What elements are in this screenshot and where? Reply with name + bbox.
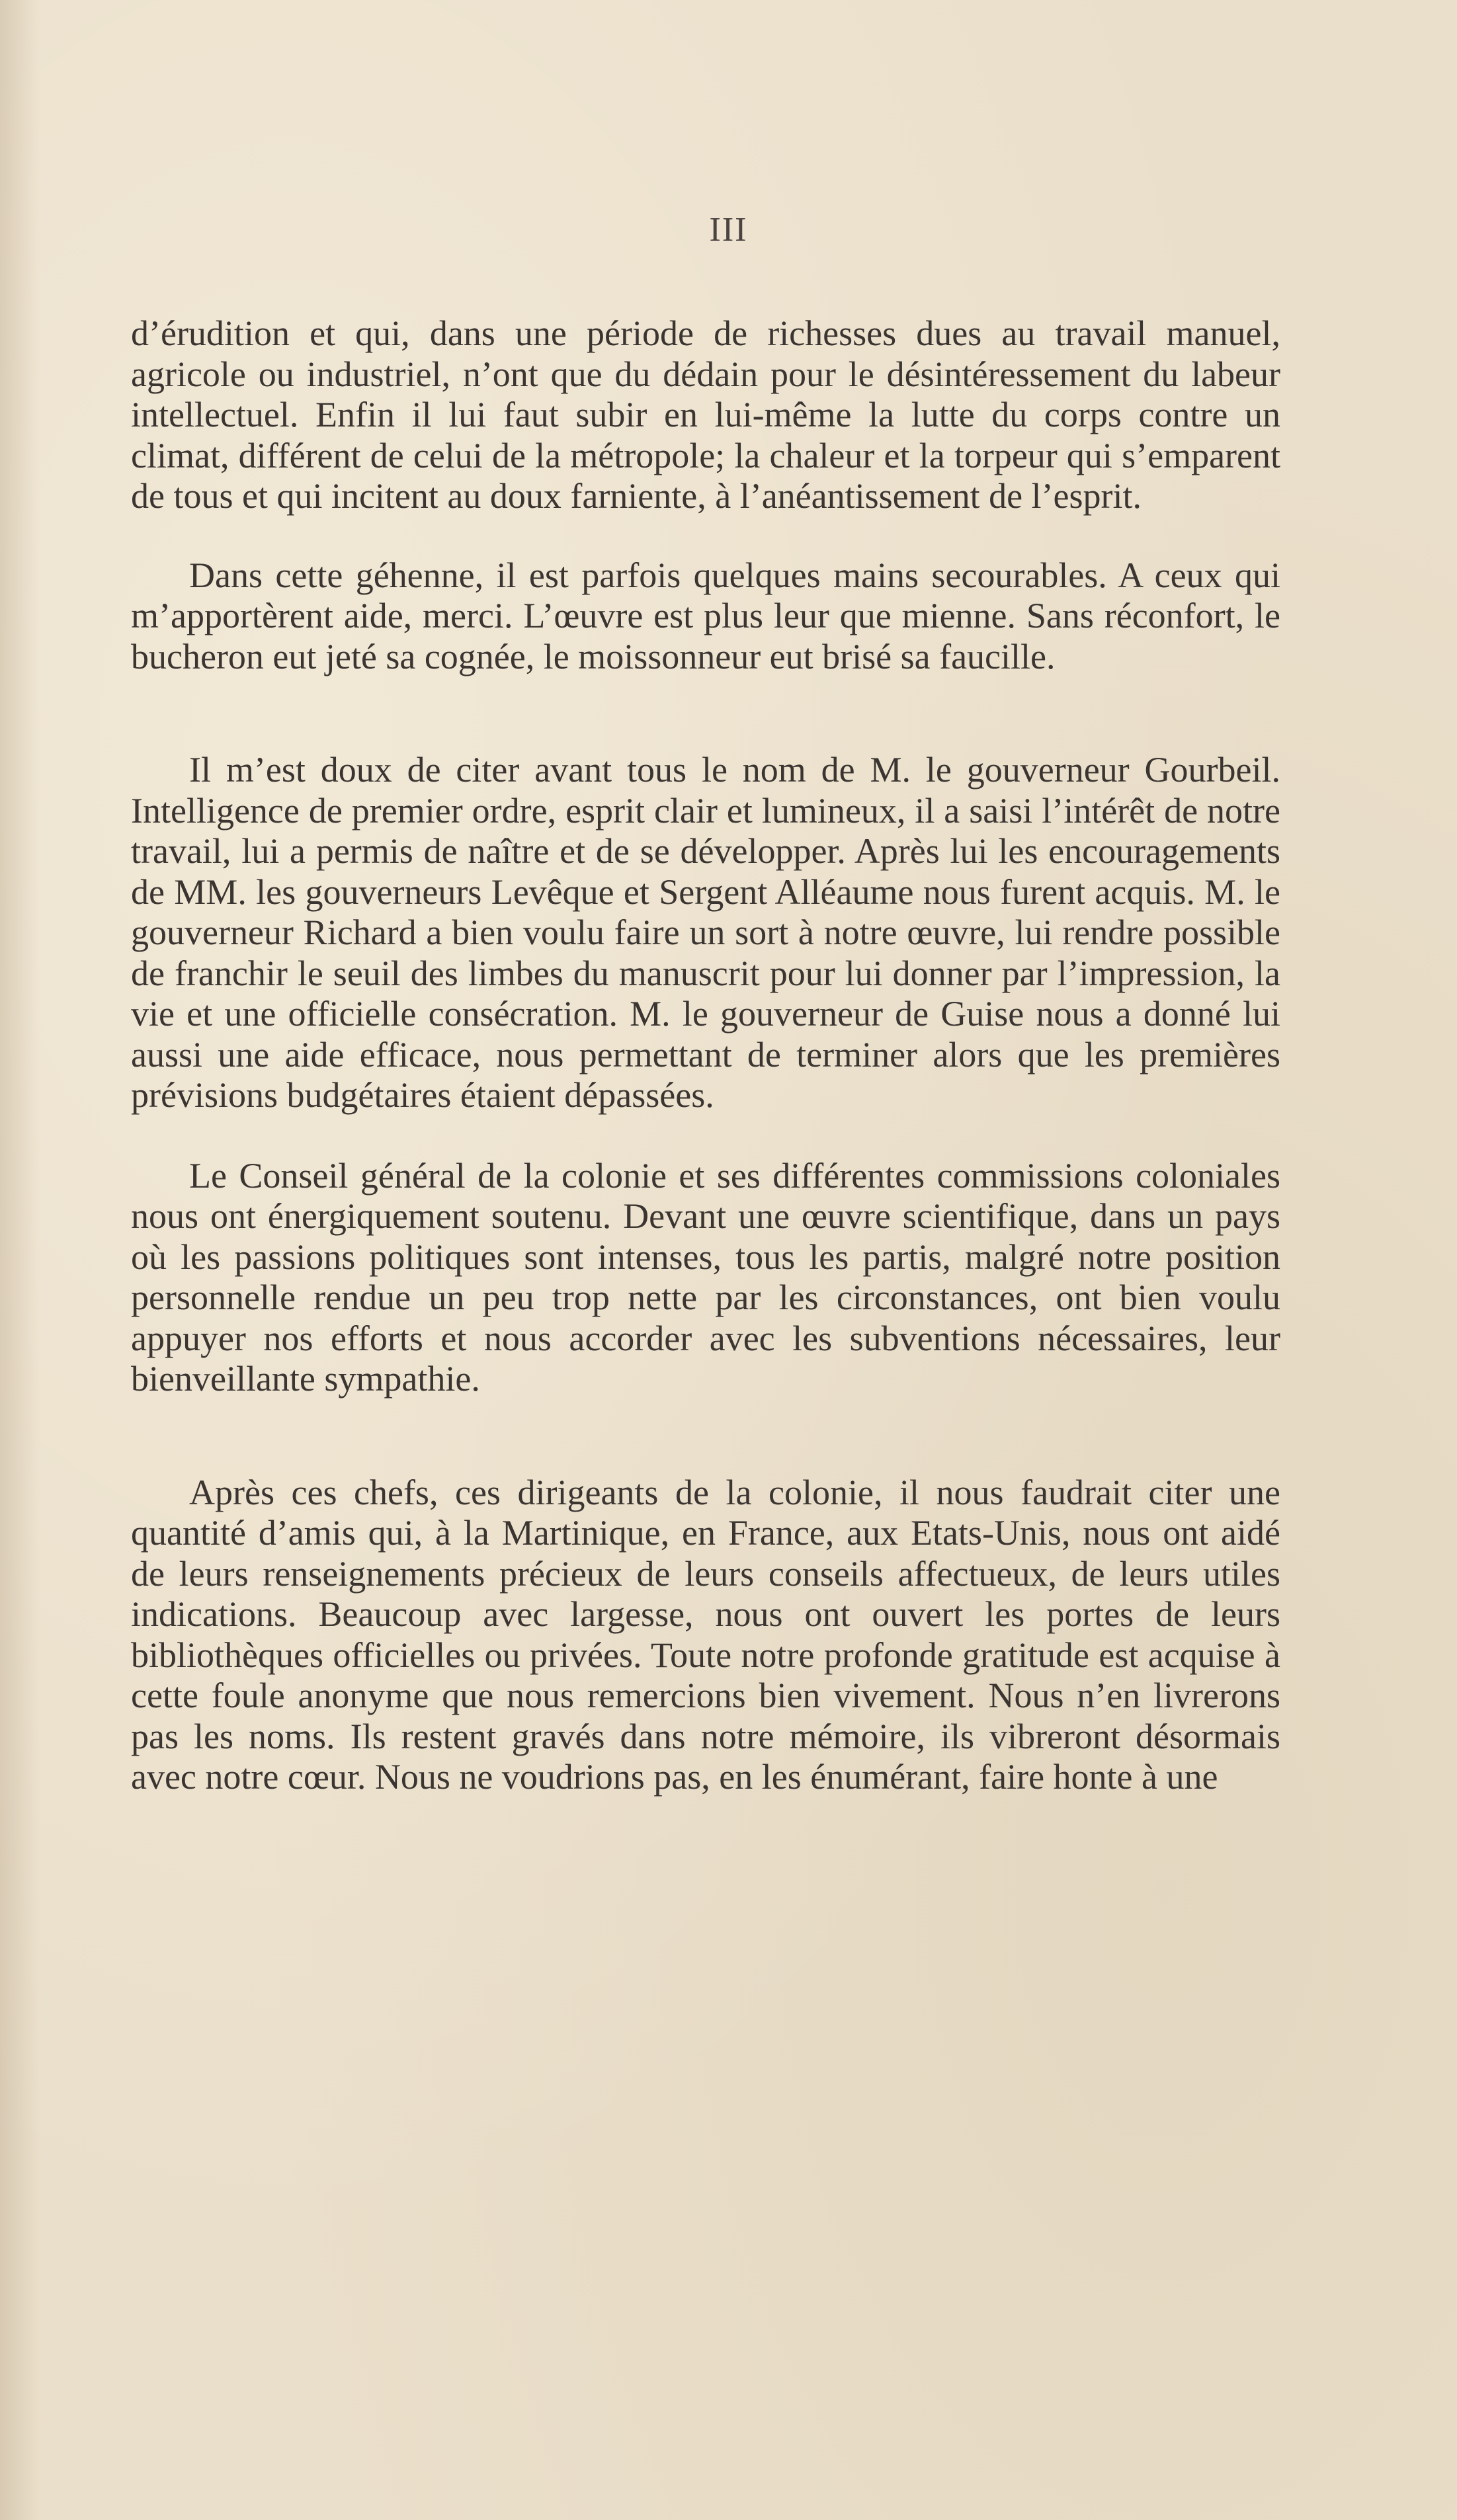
page-edge-shadow [0,0,40,2520]
paragraph-gouverneurs: Il m’est doux de citer avant tous le nom de M. le gouverneur Gourbeil. Intelligence de premier ordre, esprit clair et lumineux, il a saisi l’intérêt de notre travail, lui a permis de naître et de se développer. Après lui les encouragements de MM. les gouverneurs Levêque et Sergent Alléaume nous furent acquis. M. le gouverneur Richard a bien voulu faire un sort à notre œuvre, lui rendre possible de franchir le seuil des limbes du manuscrit pour lui donner par l’impression, la vie et une officielle consécration. M. le gouverneur de Guise nous a donné lui aussi une aide efficace, nous permettant de terminer alors que les premières prévisions budgétaires étaient dépassées. [131,750,1280,1115]
body-text [131,313,1280,1798]
paragraph-gehenne: Dans cette géhenne, il est parfois quelques mains secourables. A ceux qui m’apportèrent aide, merci. L’œuvre est plus leur que mienne. Sans réconfort, le bucheron eut jeté sa cognée, le moissonneur eut brisé sa faucille. [131,555,1280,676]
page-number: III [709,211,748,249]
paragraph-erudition: d’érudition et qui, dans une période de richesses dues au travail manuel, agricole ou industriel, n’ont que du dédain pour le désintéressement du labeur intellectuel. Enfin il lui faut subir en lui-même la lutte du corps contre un climat, différent de celui de la métropole; la chaleur et la torpeur qui s’emparent de tous et qui incitent au doux farniente, à l’anéantissement de l’esprit. [131,313,1280,516]
paragraph-conseil-general: Le Conseil général de la colonie et ses différentes commissions coloniales nous ont énergiquement soutenu. Devant une œuvre scientifique, dans un pays où les passions politiques sont intenses, tous les partis, malgré notre position personnelle rendue un peu trop nette par les circonstances, ont bien voulu appuyer nos efforts et nous accorder avec les subventions nécessaires, leur bienveillante sympathie. [131,1155,1280,1399]
paragraph-amis: Après ces chefs, ces dirigeants de la colonie, il nous faudrait citer une quantité d’amis qui, à la Martinique, en France, aux Etats-Unis, nous ont aidé de leurs renseignements précieux de leurs conseils affectueux, de leurs utiles indications. Beaucoup avec largesse, nous ont ouvert les portes de leurs bibliothèques officielles ou privées. Toute notre profonde gratitude est acquise à cette foule anonyme que nous remercions bien vivement. Nous n’en livrerons pas les noms. Ils restent gravés dans notre mémoire, ils vibreront désormais avec notre cœur. Nous ne voudrions pas, en les énumérant, faire honte à une [131,1472,1280,1797]
